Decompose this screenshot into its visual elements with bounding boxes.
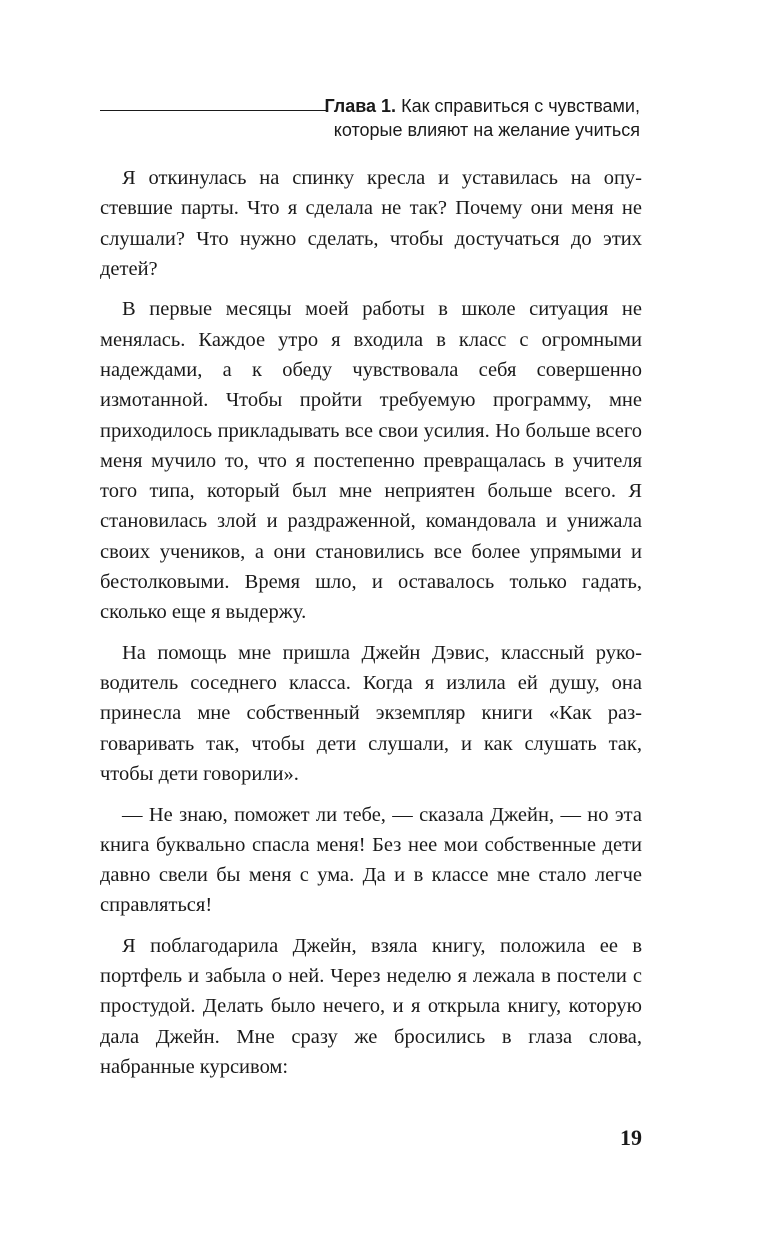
body-text (100, 163, 642, 1082)
chapter-title-line-1: Как справиться с чувствами, (401, 96, 640, 116)
paragraph-1: Я откинулась на спинку кресла и уставилась на опустевшие парты. Что я сделала не так? Почему они меня не слушали? Что нужно сделать, чтобы достучаться до этих детей? (100, 167, 642, 280)
header-line-1 (320, 94, 640, 118)
paragraph-4: — Не знаю, поможет ли тебе, — сказала Джейн, — но эта книга буквально спасла меня! Без нее мои собственные дети давно свели бы меня с ума. Да и в классе мне стало легче справляться! (100, 803, 642, 917)
header-rule (100, 110, 326, 111)
chapter-label: Глава 1. (324, 96, 397, 116)
page-number: 19 (620, 1125, 642, 1150)
chapter-title-line-2: которые влияют на желание учиться (333, 120, 640, 140)
paragraph-5: Я поблагодарила Джейн, взяла книгу, положила ее в портфель и забыла о ней. Через неделю я лежала в постели с простудой. Делать было нечего, и я открыла книгу, которую дала Джейн. Мне сразу же бросились в глаза слова, набранные курсивом: (100, 934, 642, 1079)
running-header (100, 94, 640, 144)
header-title (320, 94, 640, 142)
paragraph-2: В первые месяцы моей работы в школе ситуация не менялась. Каждое утро я входила в класс с огромными надеждами, а к обеду чувствовала себя совершенно измотанной. Чтобы пройти требуемую программу, мне приходилось прикладывать все свои усилия. Но больше всего меня мучило то, что я постепенно превращалась в учителя того типа, который был мне неприятен больше всего. Я становилась злой и раздраженной, командовала и унижала своих учеников, а они становились все более упрямыми и бестолковыми. Время шло, и оставалось только гадать, сколько еще я выдержу. (100, 298, 642, 624)
paragraph-3: На помощь мне пришла Джейн Дэвис, классный руководитель соседнего класса. Когда я излила ей душу, она принесла мне собственный экземпляр книги «Как разговаривать так, чтобы дети слушали, и как слушать так, чтобы дети говорили». (100, 641, 642, 786)
